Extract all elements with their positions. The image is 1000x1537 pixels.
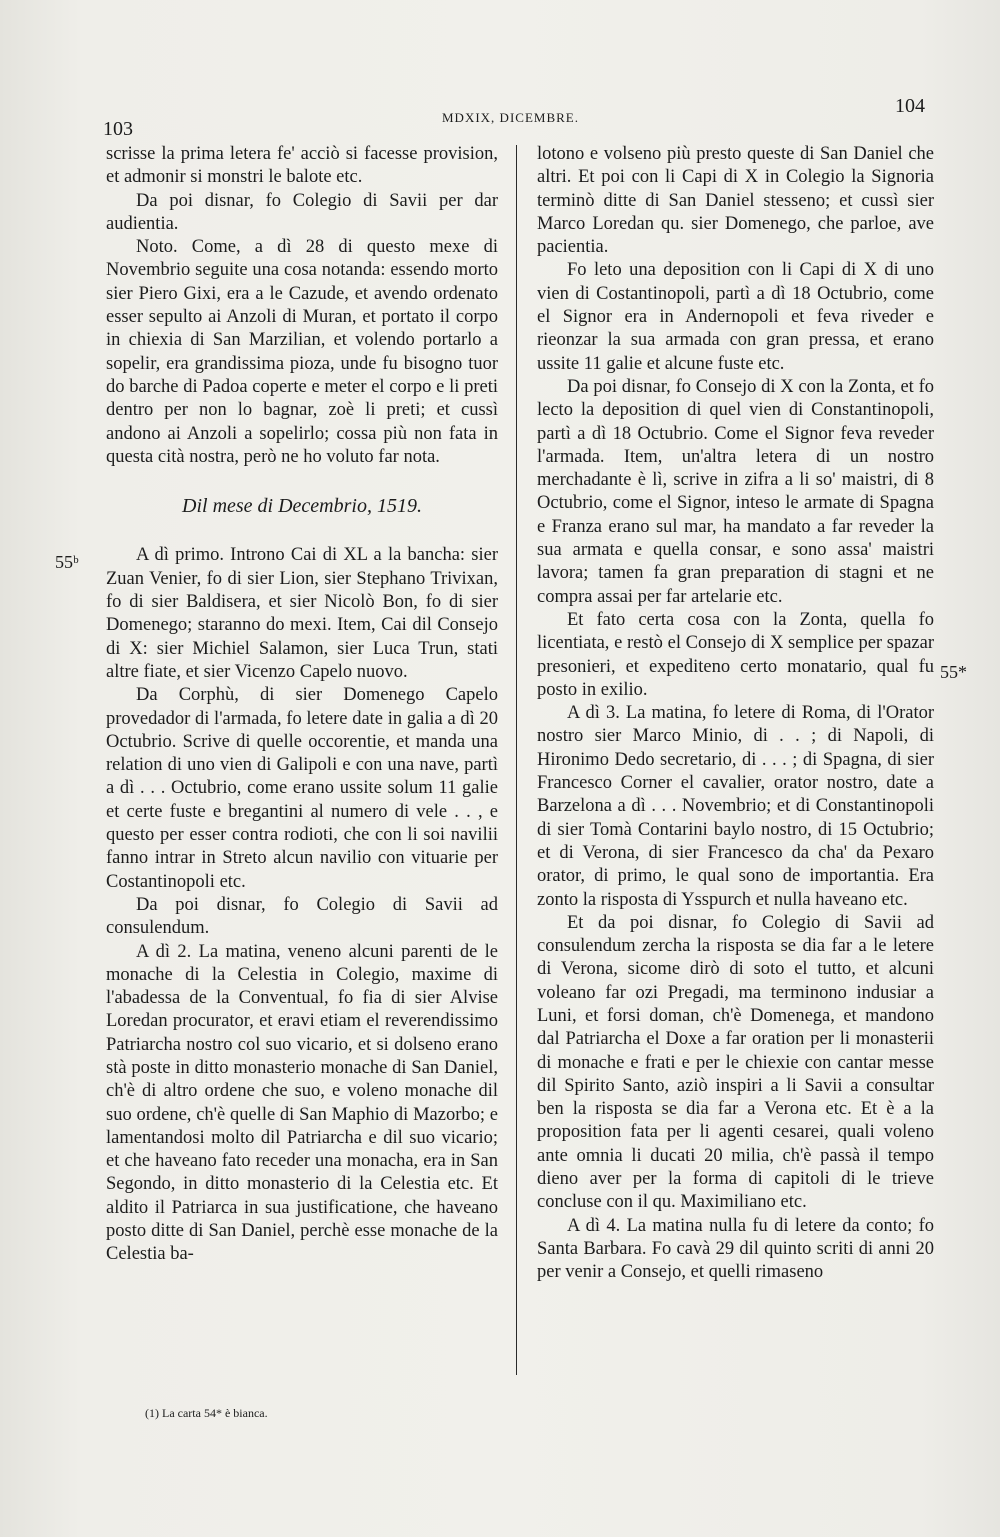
paragraph: Noto. Come, a dì 28 di questo mexe di Novembrio seguite una cosa notanda: essendo morto sier Piero Gixi, era a le Cazude, et avendo ordenato esser sepulto ai Anzoli di Muran, et portato il corpo in chiexia di San Marzilian, et volendo portarlo a sopelir, era grandissima pioza, unde fu bisogno tuor do barche di Padoa coperte e meter el corpo e li preti dentro per non lo bagnar, zoè li preti; et cussì andono ai Anzoli a sopelirlo; cossa più non fata in questa cità nostra, però ne ho voluto far nota. — [106, 237, 498, 467]
paragraph: Da Corphù, di sier Domenego Capelo provedador di l'armada, fo letere date in galia a dì 20 Octubrio. Scrive di quelle occorentie, et manda una relation di uno vien di Galipoli e con una nave, partì a dì . . . Octubrio, come erano ussite solum 11 galie et certe fuste e bregantini al numero di vele . . , e questo per esser contra rodioti, che con li soi navilii fanno intrar in Streto alcun navilio con vituarie per Costantinopoli etc. — [106, 685, 498, 892]
paragraph: Fo leto una deposition con li Capi di X di uno vien di Costantinopoli, partì a dì 18 Octubrio, come el Signor era in Andernopoli et feva riveder e rieonzar la sua armada con gran pressa, et erano ussite 11 galie et alcune fuste etc. — [537, 260, 934, 374]
page-header — [0, 0, 1000, 150]
right-column — [537, 143, 934, 1285]
paragraph: Da poi disnar, fo Colegio di Savii ad consulendum. — [106, 894, 498, 939]
paragraph: A dì 4. La matina nulla fu di letere da conto; fo Santa Barbara. Fo cavà 29 dil quinto scriti di anni 20 per venir a Consejo, et quelli rimaseno — [537, 1215, 934, 1283]
paragraph: Et da poi disnar, fo Colegio di Savii ad consulendum zercha la risposta se dia far a le letere di Verona, sicome dirò di soto el tutto, et alcuni voleano far ozi Pregadi, ma terminono indusiar a Luni, et forsi doman, ch'è Domenega, et mandono dal Patriarcha el Doxe a far oration per li monasterii di monache e frati e per le chiexie con cantar messe dil Spirito Santo, aziò inspiri a li Savii a consultar ben la risposta se dia far a Verona etc. Et è a la proposition fata per li agenti cesarei, quali voleno ante omnia li ducati 20 milia, ch'è passà il tempo dieno aver per la forma di capitoli di le trieve concluse con il qu. Maximiliano etc. — [537, 912, 934, 1213]
paragraph: Et fato certa cosa con la Zonta, quella fo licentiata, e restò el Consejo di X semplice per spazar presonieri, et expediteno certo monatario, qual fu posto in exilio. — [537, 609, 934, 700]
margin-note-left: 55ᵇ — [55, 552, 79, 572]
paragraph: A dì 2. La matina, veneno alcuni parenti de le monache di la Celestia in Colegio, maxime di l'abadessa de la Conventual, fo fia di sier Alvise Loredan procurator, et eravi etiam el reverendissimo Patriarcha nostro col suo vicario, et si dolseno erano stà poste in ditto monasterio monache di San Daniel, ch'è di altro ordene che suo, e voleno monache dil suo ordene, ch'è quelle di San Maphio di Mazorbo; e lamentandosi molto dil Patriarcha e dil suo vicario; et che haveano fato receder una monacha, era in San Segondo, in ditto monasterio di la Celestia etc. Et aldito il Patriarca in sua justificatione, che haveano posto ditte di San Daniel, perchè esse monache de la Celestia ba- — [106, 941, 498, 1265]
paragraph: A dì 3. La matina, fo letere di Roma, di l'Orator nostro sier Marco Minio, di . . ; di Napoli, di Hironimo Dedo secretario, di . . . ; di Spagna, di sier Francesco Corner el cavalier, orator nostro, date a Barzelona a dì . . . Novembrio; et di Constantinopoli di sier Tomà Contarini baylo nostro, di 15 Octubrio; et di Verona, di sier Francesco da cha' da Pexaro orator, di primo, le qual sono de importantia. Era zonto la risposta di Ysspurch et nulla haveano etc. — [537, 703, 934, 910]
margin-note-right: 55* — [940, 662, 967, 682]
paragraph: Da poi disnar, fo Consejo di X con la Zonta, et fo lecto la deposition di quel vien di Constantinopoli, partì a dì 18 Octubrio. Come el Signor feva reveder l'armada. Item, un'altra letera di un nostro merchadante è lì, scrive in zifra a li so' maistri, di 8 Octubrio, come el Signor, inteso le armate di Spagna e Franza erano sul mar, ha mandato a far reveder la sua armata e quella consar, e sono assa' maistri lavora; tamen fa gran preparation di stagni et ne compra assai per far artelarie etc. — [537, 376, 934, 607]
page-number-right: 104 — [895, 95, 925, 117]
running-head: MDXIX, DICEMBRE. — [442, 110, 579, 125]
footnote: (1) La carta 54* è bianca. — [145, 1406, 268, 1420]
paragraph: Da poi disnar, fo Colegio di Savii per dar audientia. — [106, 190, 498, 234]
paragraph: scrisse la prima letera fe' acciò si facesse provision, et admonir si monstri le balote etc. — [106, 144, 498, 188]
column-divider — [516, 145, 517, 1375]
paragraph: A dì primo. Introno Cai di XL a la bancha: sier Zuan Venier, fo di sier Lion, sier Stephano Trivixan, fo di sier Baldisera, et sier Nicolò Bon, fo di sier Domenego; staranno do mexi. Item, Cai dil Consejo di X: sier Michiel Salamon, sier Luca Trun, stati altre fiate, et sier Vicenzo Capelo nuovo. — [106, 545, 498, 682]
paragraph: lotono e volseno più presto queste di San Daniel che altri. Et poi con li Capi di X in Colegio la Signoria terminò ditte di San Daniel stesseno; et cussì sier Marco Loredan qu. sier Domenego, che parloe, ave pacientia. — [537, 144, 934, 258]
page-number-left: 103 — [103, 118, 133, 140]
section-heading: Dil mese di Decembrio, 1519. — [182, 495, 422, 518]
left-column — [106, 143, 498, 1267]
